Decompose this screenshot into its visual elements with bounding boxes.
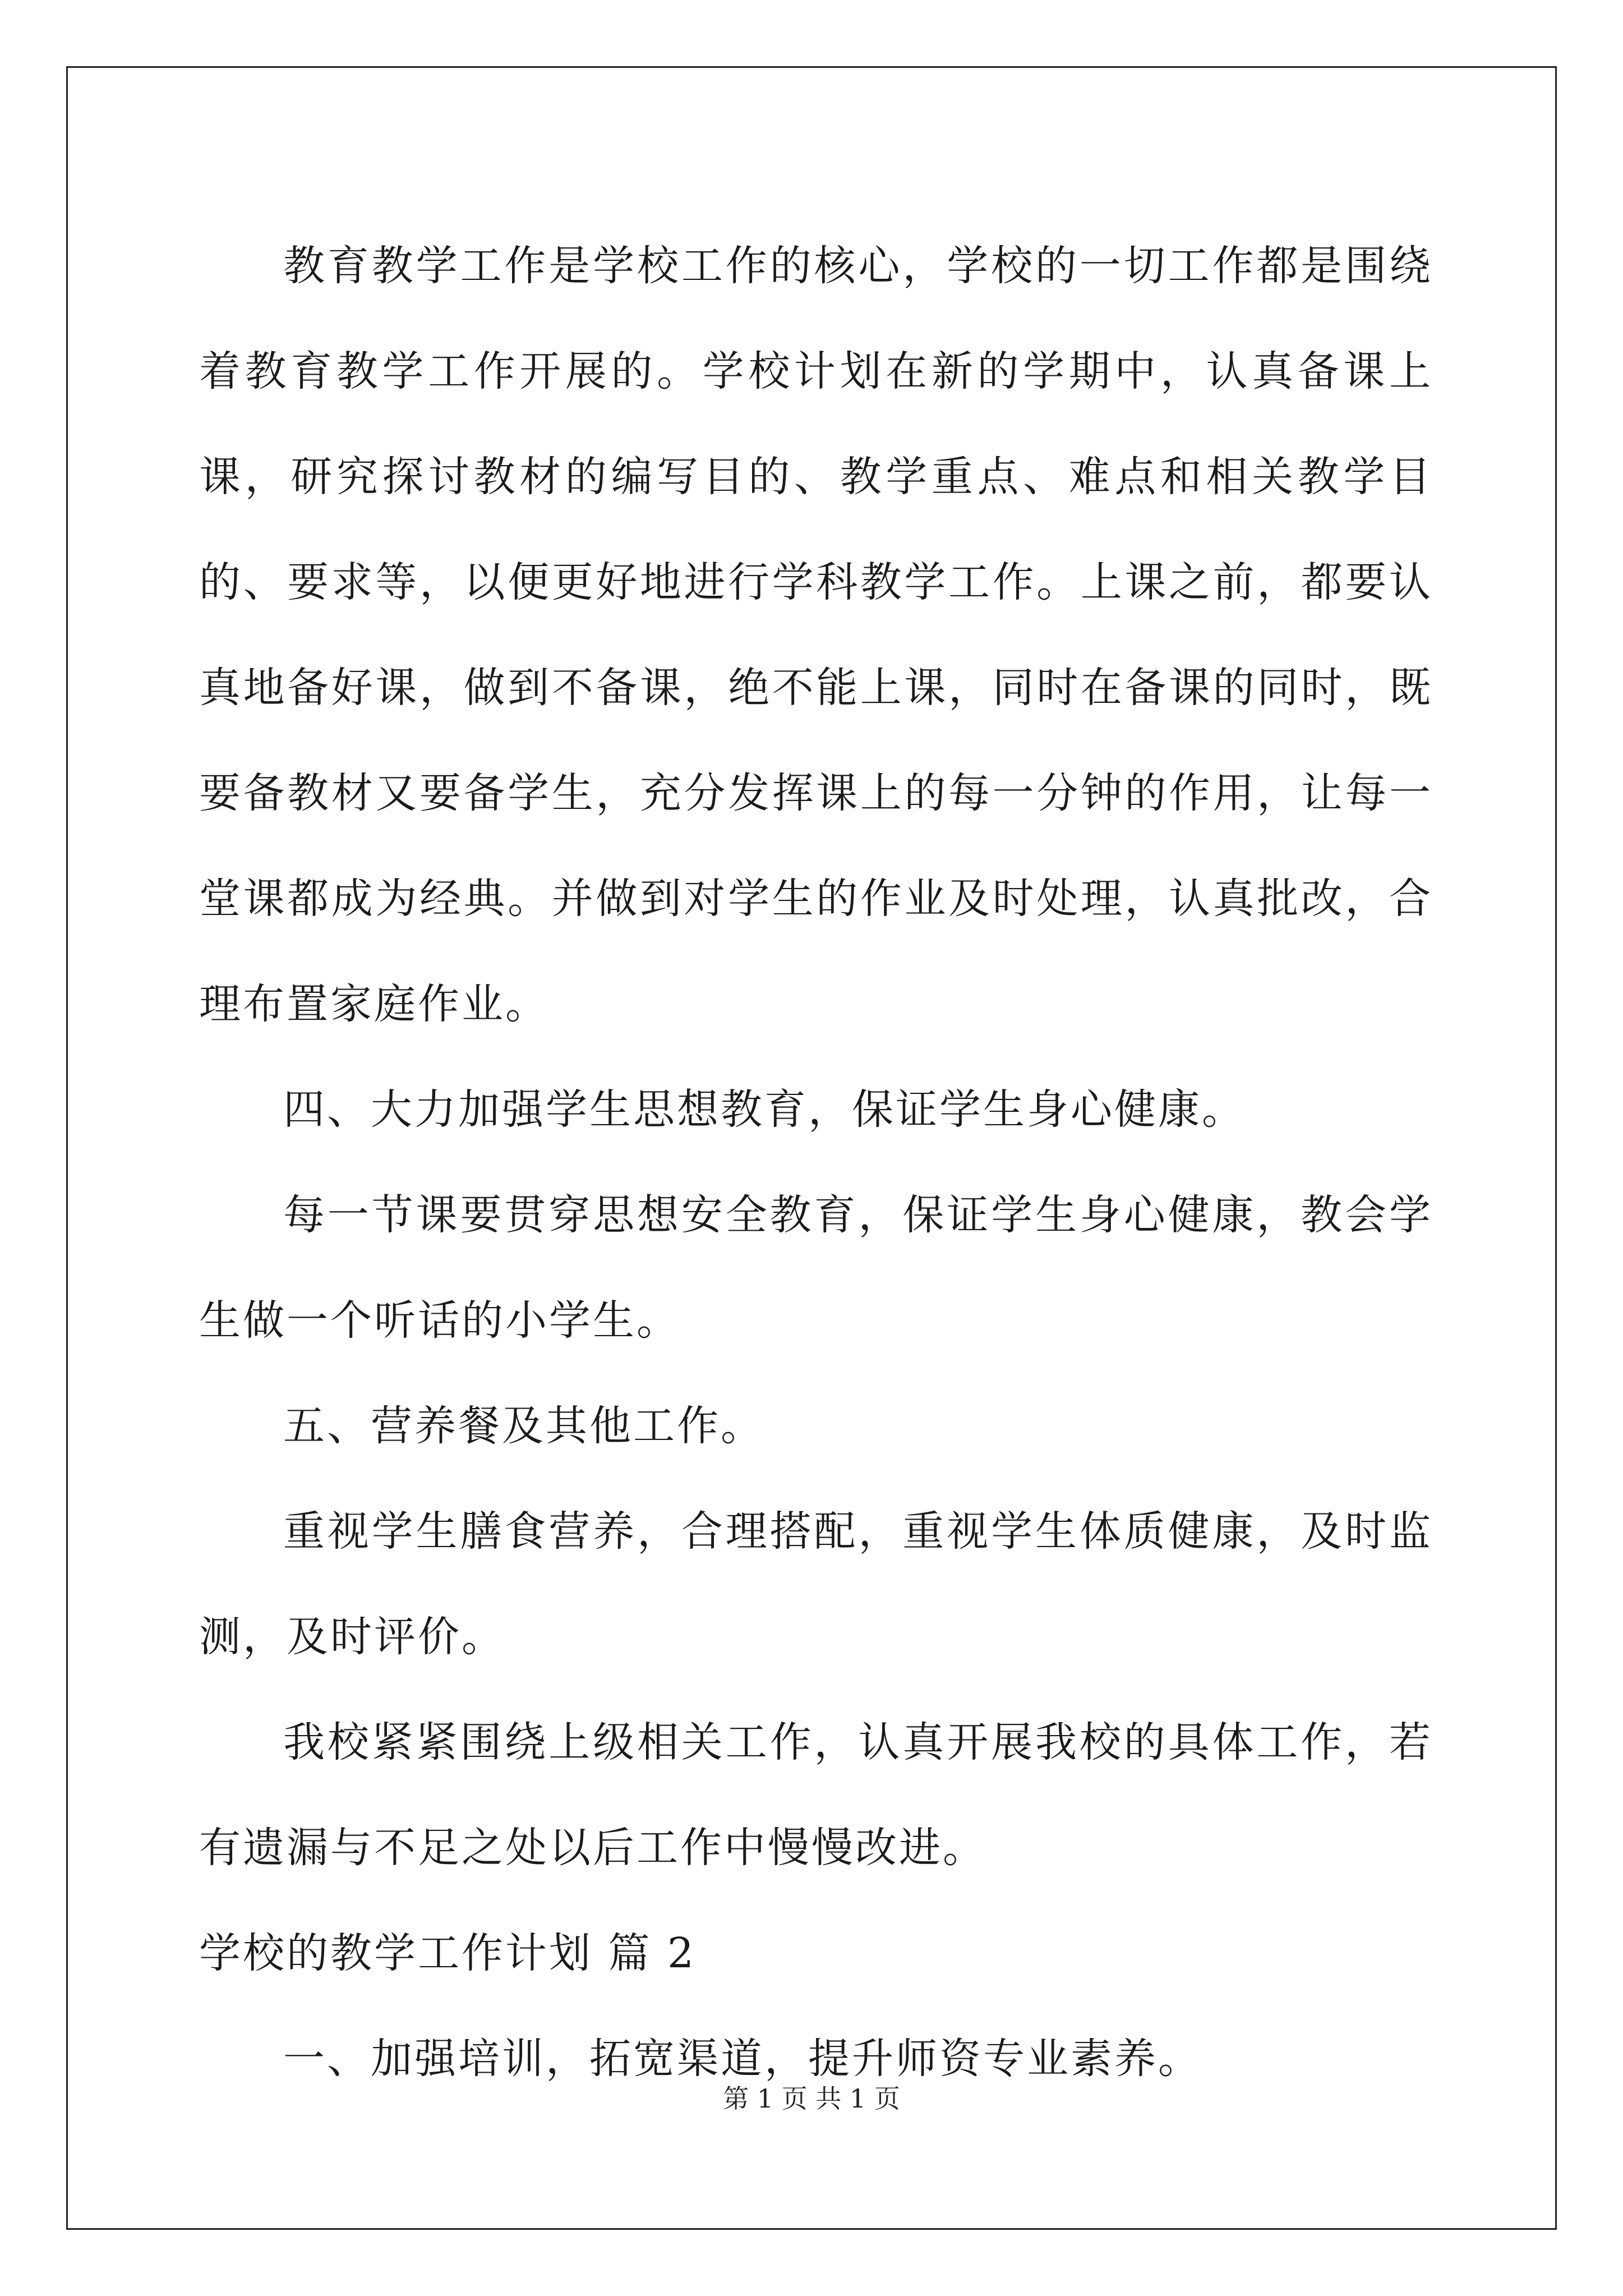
section-title: 学校的教学工作计划 篇 2 [199, 1929, 697, 1977]
document-body [199, 213, 1433, 2111]
paragraph: 我校紧紧围绕上级相关工作，认真开展我校的具体工作，若有遗漏与不足之处以后工作中慢慢改进。 [199, 1718, 1433, 1872]
paragraph: 重视学生膳食营养，合理搭配，重视学生体质健康，及时监测，及时评价。 [199, 1507, 1433, 1661]
paragraph: 五、营养餐及其他工作。 [283, 1402, 764, 1450]
paragraph: 教育教学工作是学校工作的核心，学校的一切工作都是围绕着教育教学工作开展的。学校计划在新的学期中，认真备课上课，研究探讨教材的编写目的、教学重点、难点和相关教学目的、要求等，以便更好地进行学科教学工作。上课之前，都要认真地备好课，做到不备课，绝不能上课，同时在备课的同时，既要备教材又要备学生，充分发挥课上的每一分钟的作用，让每一堂课都成为经典。并做到对学生的作业及时处理，认真批改，合理布置家庭作业。 [199, 242, 1433, 1028]
paragraph: 一、加强培训，拓宽渠道，提升师资专业素养。 [283, 2035, 1202, 2083]
paragraph: 四、大力加强学生思想教育，保证学生身心健康。 [283, 1085, 1246, 1134]
paragraph: 每一节课要贯穿思想安全教育，保证学生身心健康，教会学生做一个听话的小学生。 [199, 1191, 1433, 1345]
page-footer: 第 1 页 共 1 页 [723, 2083, 900, 2114]
